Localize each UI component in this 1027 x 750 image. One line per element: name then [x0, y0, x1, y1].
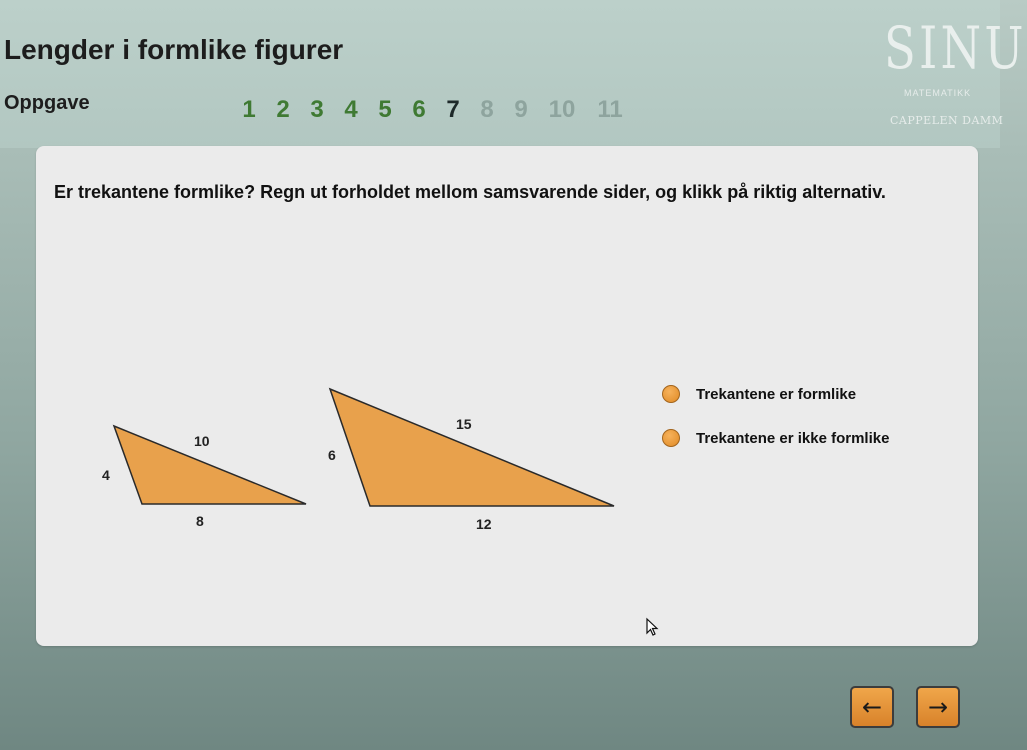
question-text: Er trekantene formlike? Regn ut forholdet mellom samsvarende sider, og klikk på riktig alternativ. [54, 182, 886, 202]
small-side-b-label: 8 [196, 513, 204, 529]
large-side-c-label: 15 [456, 416, 472, 432]
large-side-b-label: 12 [476, 516, 492, 532]
sinus-logo [880, 10, 1027, 130]
logo-main-text: SINU [884, 14, 1027, 82]
task-9[interactable]: 9 [514, 96, 528, 123]
previous-button[interactable] [850, 686, 894, 728]
task-7[interactable]: 7 [446, 96, 460, 123]
task-10[interactable]: 10 [548, 96, 576, 123]
option-formlike-label[interactable]: Trekantene er formlike [696, 385, 857, 403]
page-title: Lengder i formlike figurer [4, 34, 344, 65]
task-navigation [232, 96, 634, 124]
task-1[interactable]: 1 [242, 96, 256, 123]
option-formlike[interactable] [662, 382, 889, 406]
logo-sub-text: MATEMATIKK [904, 88, 972, 98]
mouse-cursor-icon [646, 618, 660, 638]
task-6[interactable]: 6 [412, 96, 426, 123]
option-ikke-formlike[interactable] [662, 426, 889, 450]
logo-publisher-text: CAPPELEN DAMM [890, 114, 1004, 127]
task-5[interactable]: 5 [378, 96, 392, 123]
option-ikke-formlike-label[interactable]: Trekantene er ikke formlike [696, 429, 890, 447]
small-side-c-label: 10 [194, 433, 210, 449]
task-2[interactable]: 2 [276, 96, 290, 123]
small-side-a-label: 4 [102, 467, 110, 483]
task-8[interactable]: 8 [480, 96, 494, 123]
radio-icon[interactable] [662, 385, 680, 403]
content-panel [36, 146, 978, 646]
radio-icon[interactable] [662, 429, 680, 447]
task-11[interactable]: 11 [597, 96, 623, 123]
arrow-left-icon: ← [861, 693, 883, 721]
arrow-right-icon: → [927, 693, 949, 721]
next-button[interactable] [916, 686, 960, 728]
task-4[interactable]: 4 [344, 96, 358, 123]
answer-options [662, 382, 889, 470]
task-3[interactable]: 3 [310, 96, 324, 123]
large-triangle [330, 389, 614, 506]
small-triangle [114, 426, 306, 504]
large-side-a-label: 6 [328, 447, 336, 463]
oppgave-label: Oppgave [4, 92, 90, 114]
header-bar [0, 0, 1000, 148]
